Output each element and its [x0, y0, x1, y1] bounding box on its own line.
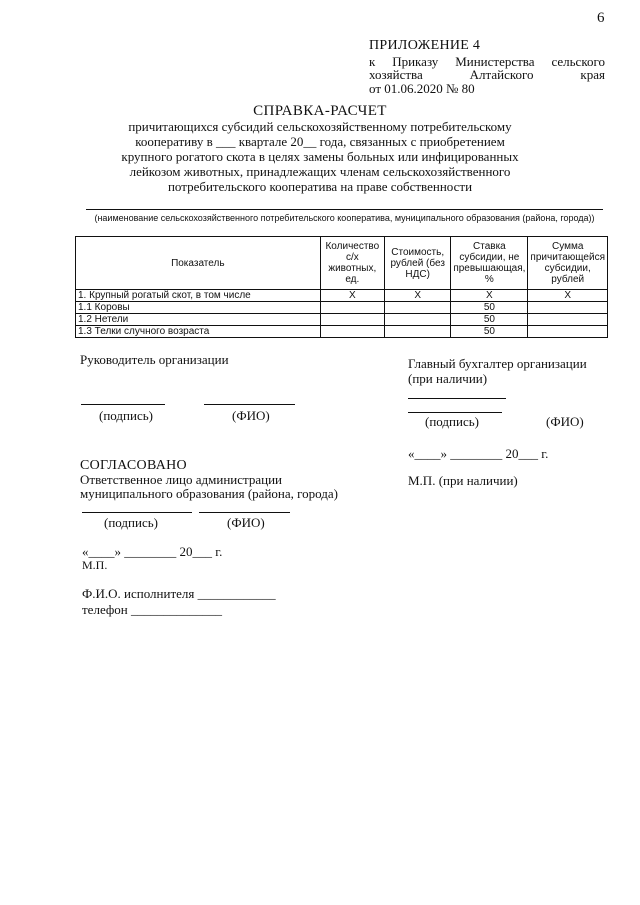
responsible-fio-caption: (ФИО): [227, 515, 265, 530]
responsible-signature-caption: (подпись): [104, 515, 158, 530]
document-title: СПРАВКА-РАСЧЕТ: [253, 103, 387, 119]
accountant-note: (при наличии): [408, 371, 488, 386]
cell-quantity: [320, 302, 384, 314]
appendix-line-3: от 01.06.2020 № 80: [369, 81, 475, 96]
executor-phone-field: телефон ______________: [82, 602, 222, 617]
agreed-heading: СОГЛАСОВАНО: [80, 458, 187, 473]
row-label: 1. Крупный рогатый скот, в том числе: [76, 290, 321, 302]
accountant-line-1: [408, 398, 506, 399]
page-number: 6: [597, 10, 605, 26]
cell-cost: X: [385, 290, 451, 302]
header-indicator: Показатель: [76, 237, 321, 290]
cell-amount: [528, 314, 608, 326]
appendix-title: ПРИЛОЖЕНИЕ 4: [369, 38, 481, 53]
organization-name-caption: (наименование сельскохозяйственного потребительского кооператива, муниципального образования (района, города)): [94, 213, 595, 223]
responsible-person-label-1: Ответственное лицо администрации: [80, 472, 283, 487]
header-amount: Сумма причитающейся субсидии, рублей: [528, 237, 608, 290]
head-signature-caption: (подпись): [99, 408, 153, 423]
agreed-date-line: «____» ________ 20___ г.: [82, 544, 223, 559]
table-row: [76, 290, 608, 302]
appendix-line-2: хозяйства Алтайского края: [369, 67, 605, 82]
row-label: 1.2 Нетели: [76, 314, 321, 326]
table-header-row: [76, 237, 608, 290]
cell-quantity: [320, 314, 384, 326]
subsidy-table: [75, 236, 608, 338]
accountant-stamp: М.П. (при наличии): [408, 473, 518, 488]
organization-name-line: [86, 209, 603, 210]
cell-rate: 50: [451, 302, 528, 314]
head-fio-line: [204, 404, 295, 405]
header-rate: Ставка субсидии, не превышающая, %: [451, 237, 528, 290]
head-signature-line: [81, 404, 165, 405]
document-subtitle: причитающихся субсидий сельскохозяйственному потребительскому кооперативу в ___ квартале 20__ года, связанных с приобретением крупного рогатого скота в целях замены больных или инфицированных лейкозом животных, принадлежащих членам сельскохозяйственного потребительского кооператива на праве собственности: [121, 119, 519, 194]
accountant-date-line: «____» ________ 20___ г.: [408, 446, 549, 461]
table-row: [76, 314, 608, 326]
responsible-fio-line: [199, 512, 290, 513]
executor-name-field: Ф.И.О. исполнителя ____________: [82, 586, 276, 601]
responsible-signature-line: [82, 512, 192, 513]
responsible-person-label-2: муниципального образования (района, города): [80, 486, 338, 501]
accountant-signature-line: [408, 412, 502, 413]
cell-quantity: X: [320, 290, 384, 302]
row-label: 1.3 Телки случного возраста: [76, 326, 321, 338]
accountant-signature-caption: (подпись): [425, 414, 479, 429]
table-row: [76, 302, 608, 314]
header-cost: Стоимость, рублей (без НДС): [385, 237, 451, 290]
cell-rate: X: [451, 290, 528, 302]
cell-amount: [528, 302, 608, 314]
cell-cost: [385, 302, 451, 314]
agreed-stamp: М.П.: [82, 558, 108, 572]
header-quantity: Количество с/х животных, ед.: [320, 237, 384, 290]
table-row: [76, 326, 608, 338]
row-label: 1.1 Коровы: [76, 302, 321, 314]
head-fio-caption: (ФИО): [232, 408, 270, 423]
appendix-line-1: к Приказу Министерства сельского: [369, 54, 605, 69]
accountant-label: Главный бухгалтер организации: [408, 356, 587, 371]
cell-quantity: [320, 326, 384, 338]
cell-amount: X: [528, 290, 608, 302]
head-of-organization-label: Руководитель организации: [80, 352, 229, 367]
accountant-fio-caption: (ФИО): [546, 414, 584, 429]
cell-cost: [385, 314, 451, 326]
cell-amount: [528, 326, 608, 338]
cell-rate: 50: [451, 314, 528, 326]
cell-rate: 50: [451, 326, 528, 338]
cell-cost: [385, 326, 451, 338]
